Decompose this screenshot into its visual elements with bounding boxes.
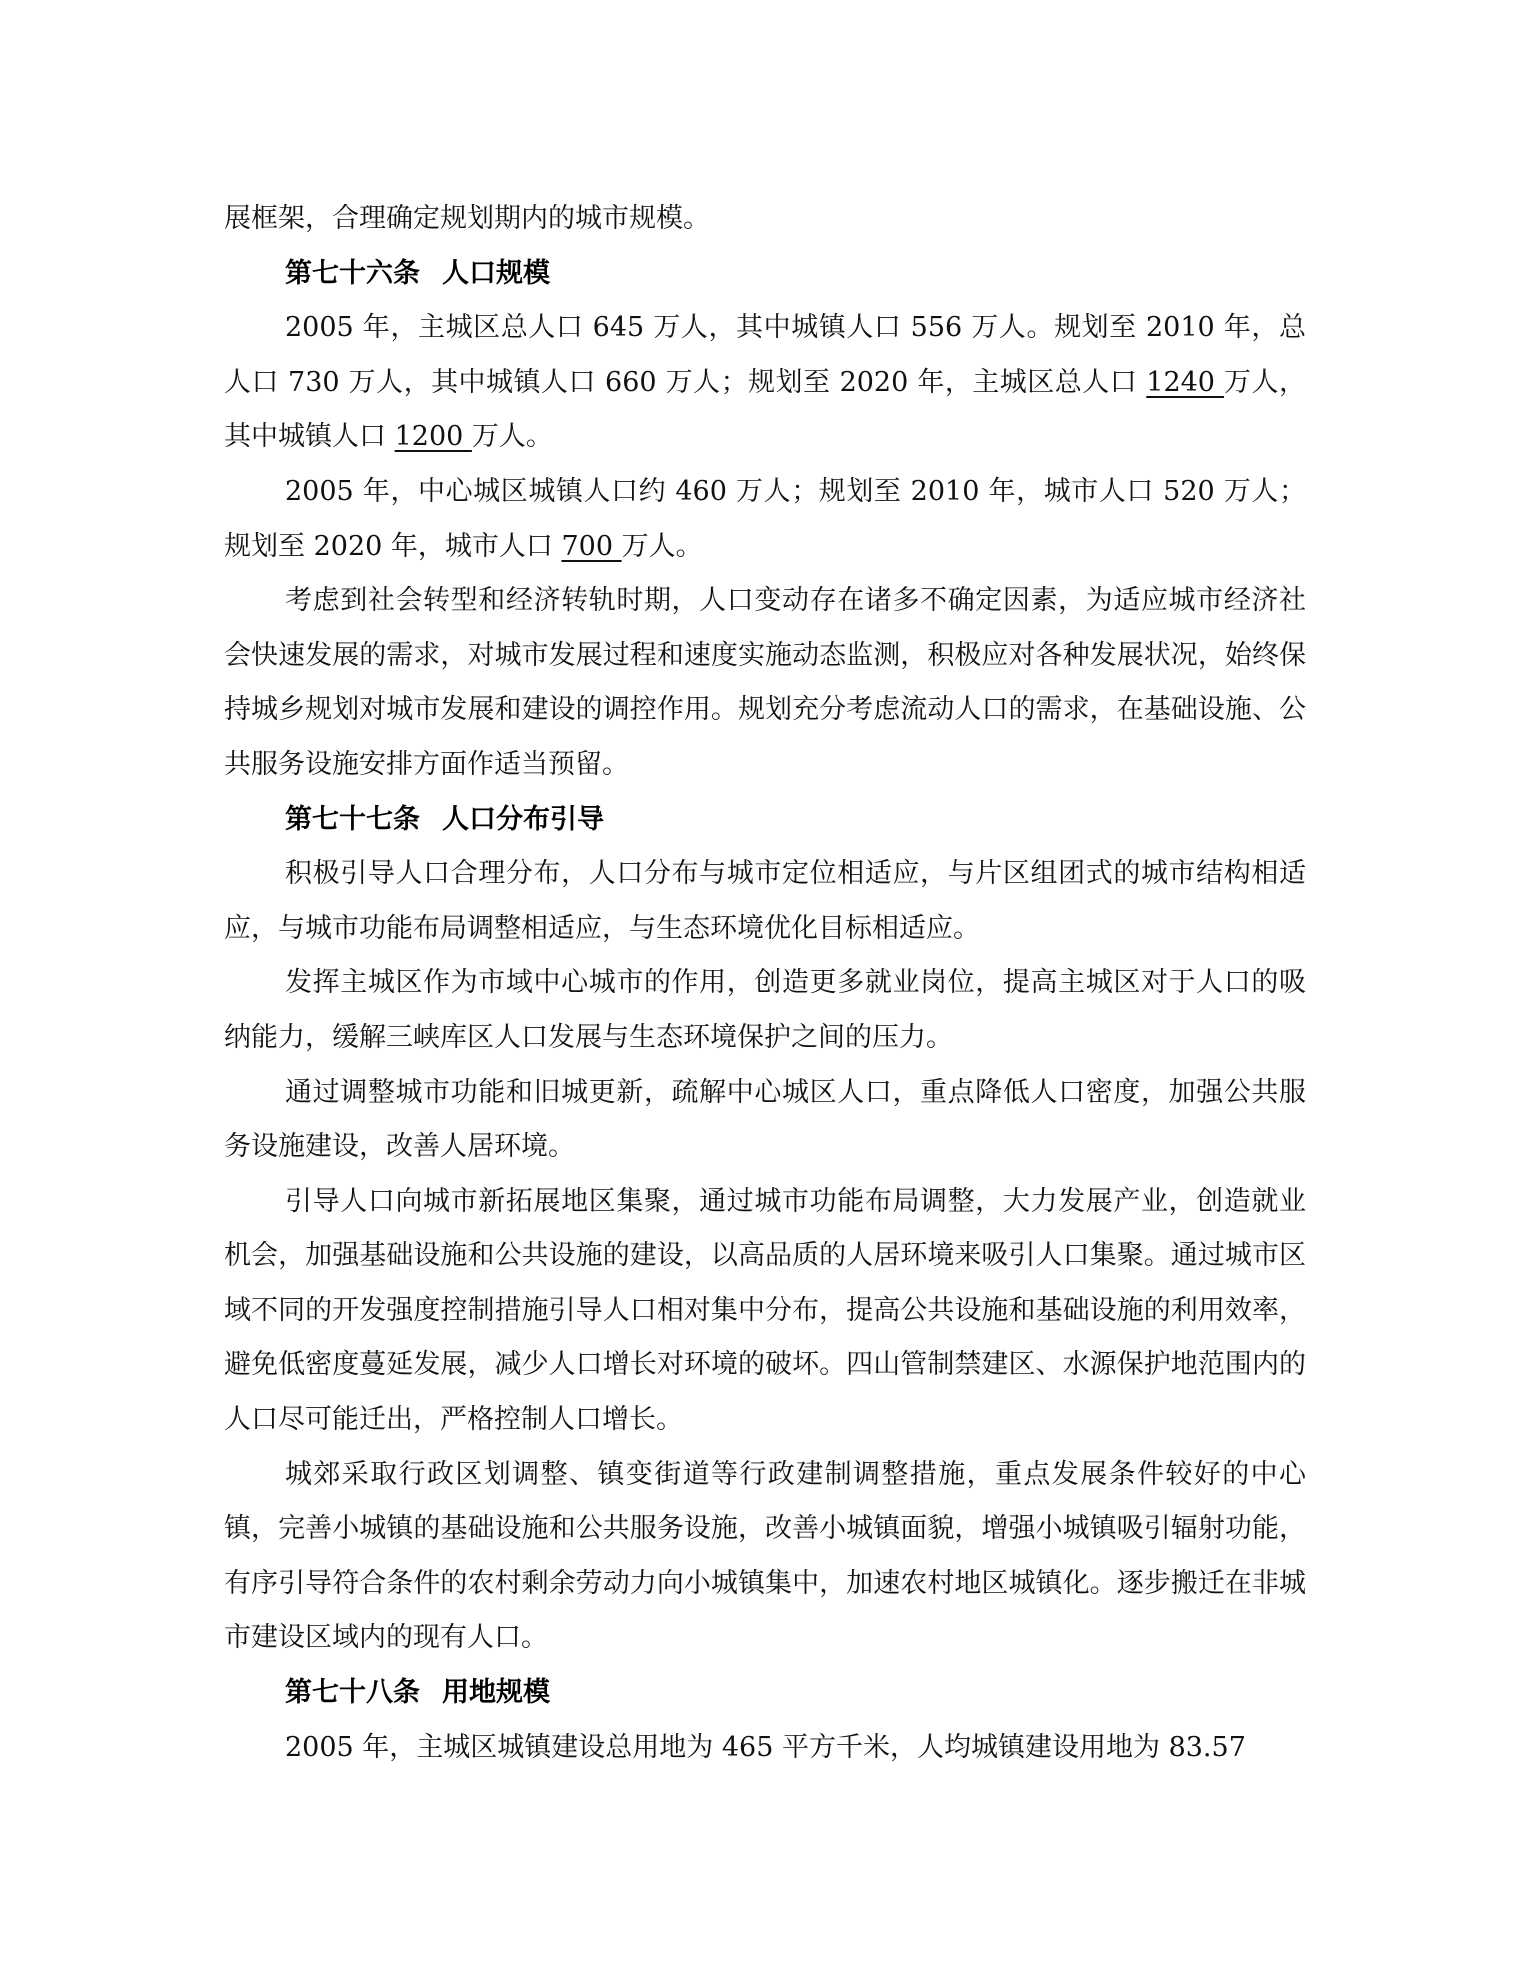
paragraph-main-city-role: 发挥主城区作为市域中心城市的作用，创造更多就业岗位，提高主城区对于人口的吸纳能力，缓解三峡库区人口发展与生态环境保护之间的压力。 <box>224 967 1306 1053</box>
paragraph-dynamic-monitoring: 考虑到社会转型和经济转轨时期，人口变动存在诸多不确定因素，为适应城市经济社会快速发展的需求，对城市发展过程和速度实施动态监测，积极应对各种发展状况，始终保持城乡规划对城市发展和建设的调控作用。规划充分考虑流动人口的需求，在基础设施、公共服务设施安排方面作适当预留。 <box>224 585 1306 780</box>
paragraph-suburbs: 城郊采取行政区划调整、镇变街道等行政建制调整措施，重点发展条件较好的中心镇，完善小城镇的基础设施和公共服务设施，改善小城镇面貌，增强小城镇吸引辐射功能，有序引导符合条件的农村剩余劳动力向小城镇集中，加速农村地区城镇化。逐步搬迁在非城市建设区域内的现有人口。 <box>224 1458 1306 1654</box>
article-78-number: 第七十八条 <box>285 1677 420 1709</box>
article-76-title: 人口规模 <box>442 257 550 289</box>
article-76-number: 第七十六条 <box>285 257 420 289</box>
paragraph-continued: 展框架，合理确定规划期内的城市规模。 <box>224 203 710 234</box>
text-run: 2005 年，中心城区城镇人口约 460 万人；规划至 2010 年，城市人口 520 万人；规划至 2020 年，城市人口 <box>224 475 1306 562</box>
article-77-heading <box>224 793 1306 848</box>
paragraph-distribution-guidance: 积极引导人口合理分布，人口分布与城市定位相适应，与片区组团式的城市结构相适应，与城市功能布局调整相适应，与生态环境优化目标相适应。 <box>224 858 1306 944</box>
paragraph-old-city-renewal: 通过调整城市功能和旧城更新，疏解中心城区人口，重点降低人口密度，加强公共服务设施建设，改善人居环境。 <box>224 1076 1306 1163</box>
article-76-heading <box>224 247 1306 302</box>
article-78-title: 用地规模 <box>442 1677 550 1709</box>
text-run: 2005 年，主城区总人口 645 万人，其中城镇人口 556 万人。规划至 2010 年，总人口 730 万人，其中城镇人口 660 万人；规划至 2020 年，主城区总人口 <box>224 312 1306 398</box>
article-78-heading <box>224 1666 1306 1721</box>
article-77-number: 第七十七条 <box>285 803 420 835</box>
paragraph-land-scale: 2005 年，主城区城镇建设总用地为 465 平方千米，人均城镇建设用地为 83.57 <box>285 1731 1246 1763</box>
text-run: 万人。 <box>621 530 703 562</box>
document-body <box>224 192 1306 1775</box>
text-run: 万人。 <box>471 421 553 453</box>
underlined-value-1200: 1200 <box>394 421 472 453</box>
article-77-title: 人口分布引导 <box>442 803 604 835</box>
underlined-value-700: 700 <box>561 530 622 562</box>
underlined-value-1240: 1240 <box>1146 366 1225 398</box>
paragraph-new-areas: 引导人口向城市新拓展地区集聚，通过城市功能布局调整，大力发展产业，创造就业机会，加强基础设施和公共设施的建设，以高品质的人居环境来吸引人口集聚。通过城市区域不同的开发强度控制措施引导人口相对集中分布，提高公共设施和基础设施的利用效率，避免低密度蔓延发展，减少人口增长对环境的破坏。四山管制禁建区、水源保护地范围内的人口尽可能迁出，严格控制人口增长。 <box>224 1185 1306 1436</box>
paragraph-population-central-city <box>224 465 1306 574</box>
paragraph-population-main-city <box>224 301 1306 465</box>
text-run: 万人，其中城镇人口 <box>224 366 1307 453</box>
